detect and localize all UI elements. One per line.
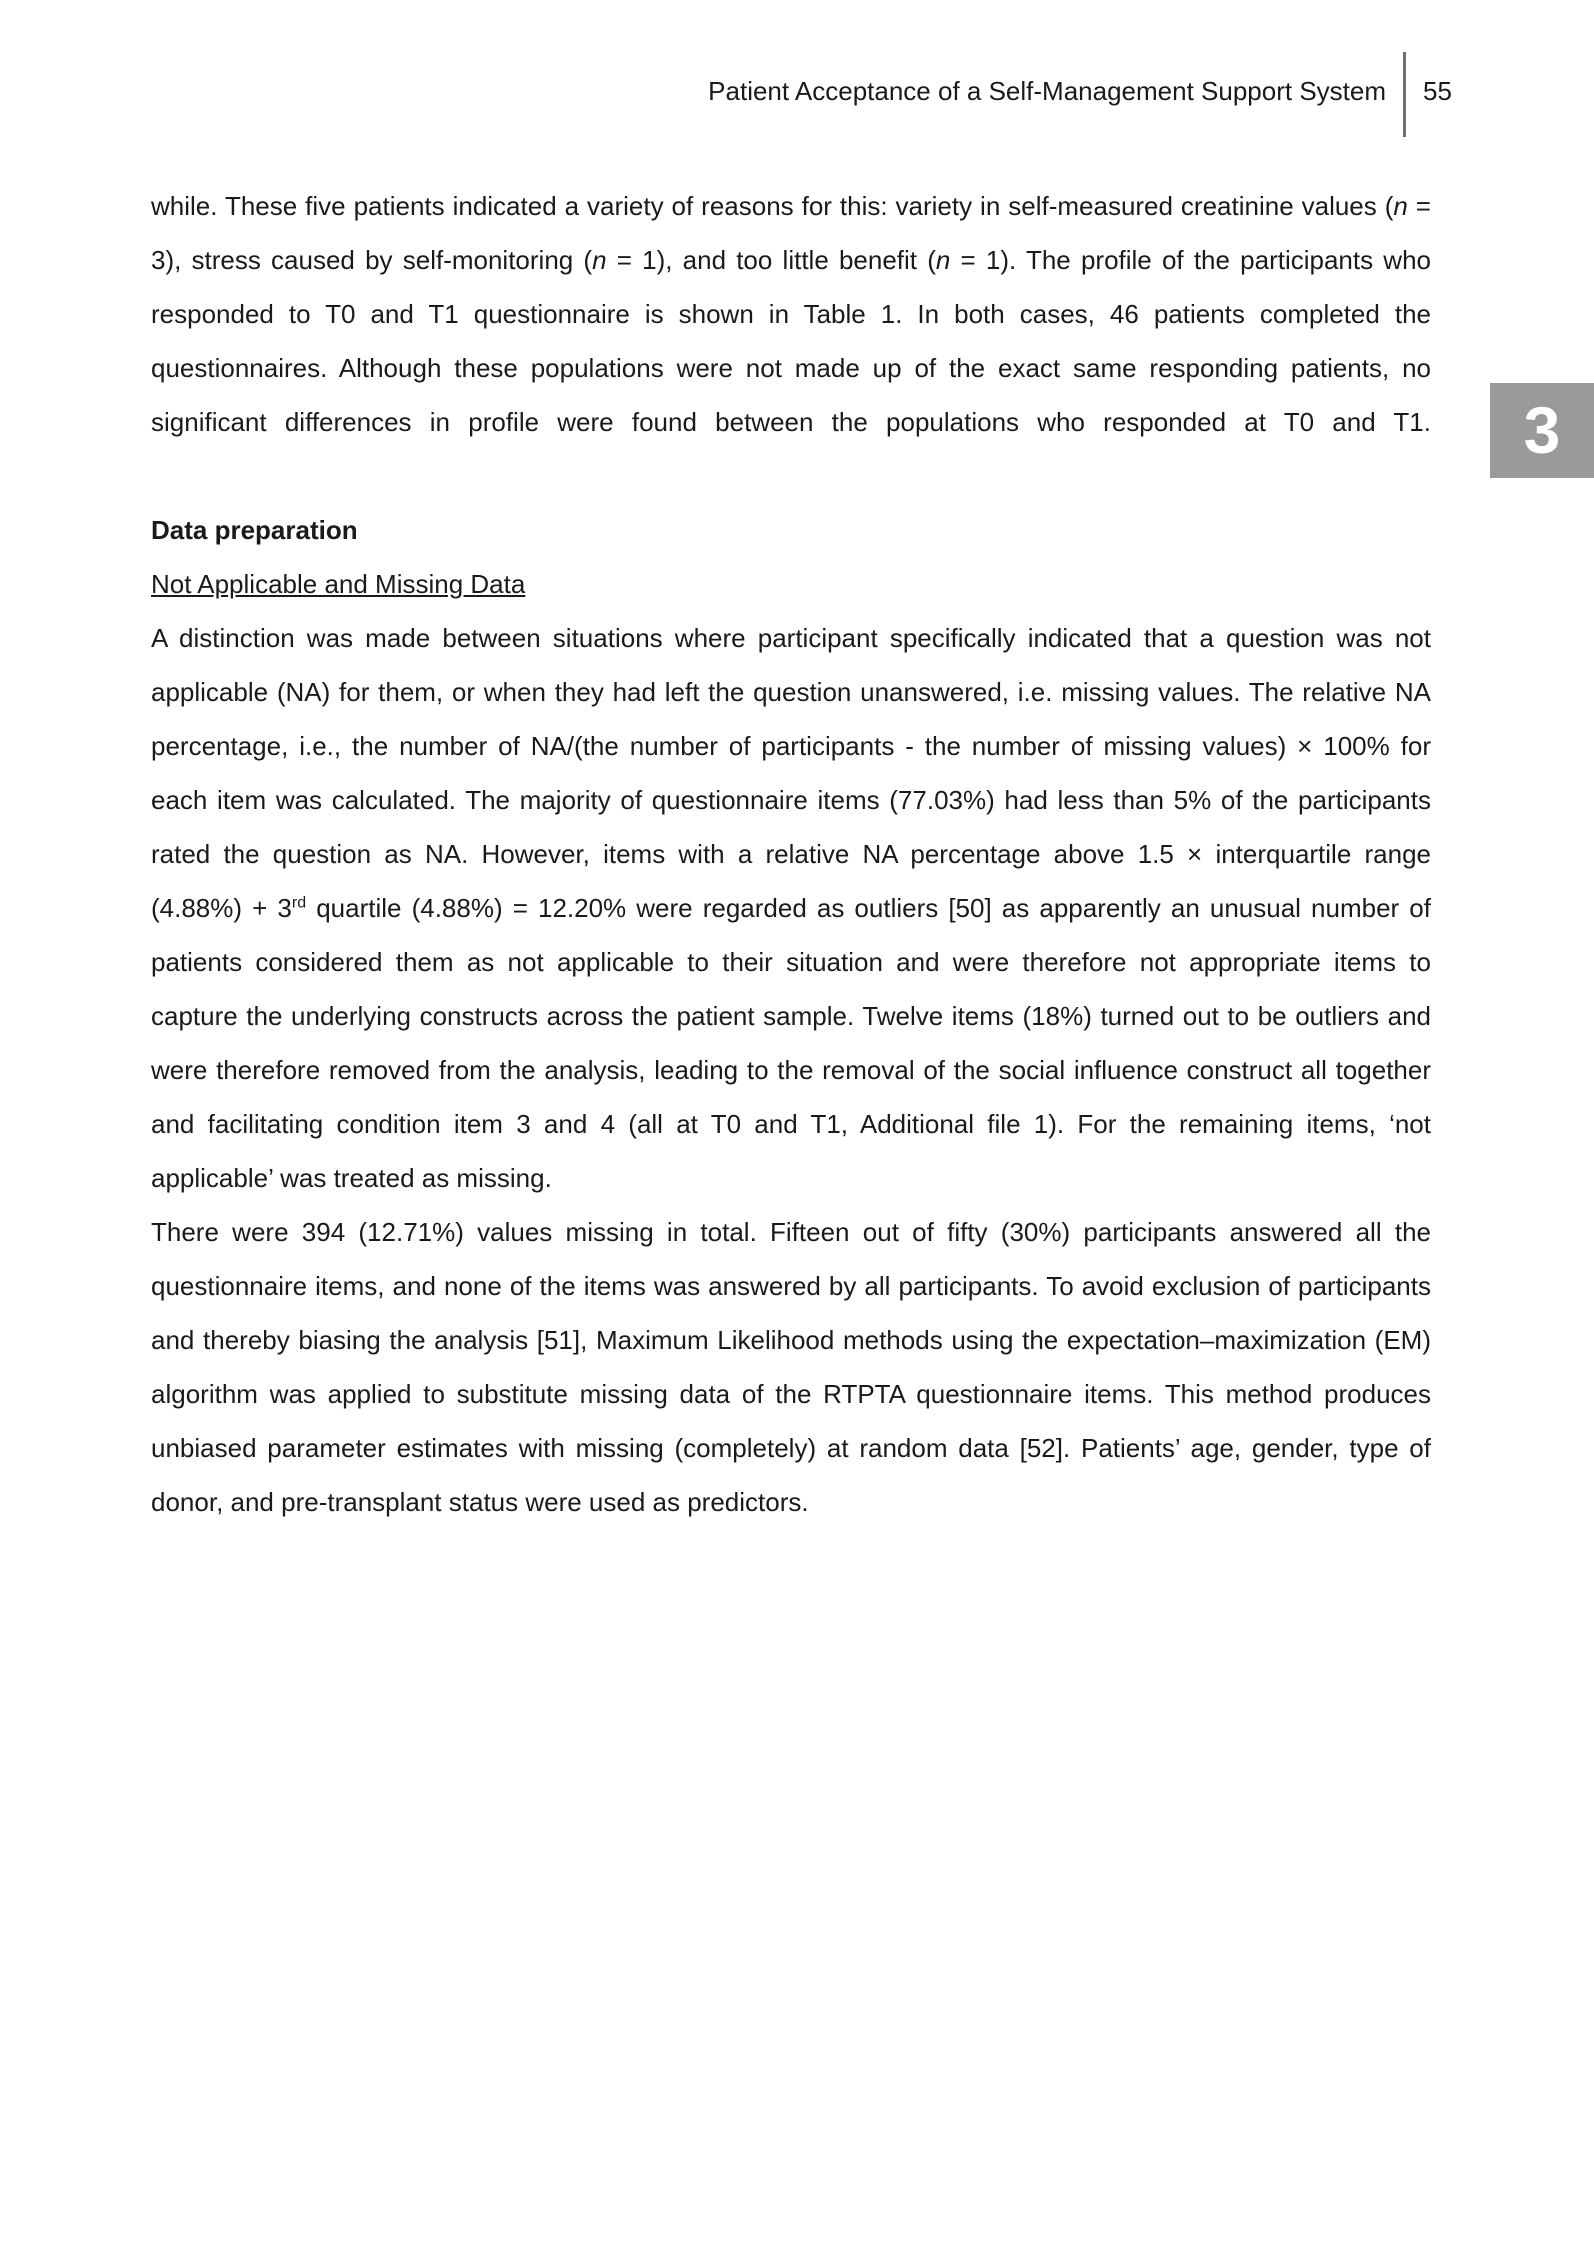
paragraph-participants <box>151 179 1431 449</box>
paragraph-text: quartile (4.88%) = 12.20% were regarded as outliers [50] as apparently an unusual number of patients considered them as not applicable to their situation and were therefore not appropriate items to capture the underlying constructs across the patient sample. Twelve items (18%) turned out to be outliers and were therefore removed from the analysis, leading to the removal of the social influence construct all together and facilitating condition item 3 and 4 (all at T0 and T1, Additional file 1). For the remaining items, ‘not applicable’ was treated as missing. <box>151 893 1431 1193</box>
section-spacer <box>151 449 1431 503</box>
section-heading: Data preparation <box>151 515 358 545</box>
n-symbol: n <box>1393 191 1408 221</box>
n-symbol: n <box>592 245 607 275</box>
paragraph-text: A distinction was made between situations where participant specifically indicated that a question was not applicable (NA) for them, or when they had left the question unanswered, i.e. missing values. The relative NA percentage, i.e., the number of NA/(the number of participants - the number of missing values) × 100% for each item was calculated. The majority of questionnaire items (77.03%) had less than 5% of the participants rated the question as NA. However, items with a relative NA percentage above 1.5 × interquartile range (4.88%) + 3 <box>151 623 1431 923</box>
chapter-tab: 3 <box>1490 383 1594 478</box>
page-number: 55 <box>1423 76 1452 106</box>
running-header <box>0 0 1594 140</box>
paragraph-text: = 3), stress caused by self-monitoring ( <box>151 191 1431 275</box>
header-divider <box>1403 52 1406 137</box>
ordinal-superscript: rd <box>291 894 307 912</box>
paragraph-text: while. These five patients indicated a variety of reasons for this: variety in self-measured creatinine values ( <box>151 191 1394 221</box>
n-symbol: n <box>935 245 951 275</box>
running-title: Patient Acceptance of a Self-Management Support System <box>708 76 1386 106</box>
subsection-heading: Not Applicable and Missing Data <box>151 569 526 599</box>
body-text <box>151 179 1431 1529</box>
paragraph-text: = 1). The profile of the participants who responded to T0 and T1 questionnaire is shown in Table 1. In both cases, 46 patients completed the questionnaires. Although these populations were not made up of the exact same responding patients, no significant differences in profile were found between the populations who responded at T0 and T1. <box>151 245 1431 437</box>
paragraph-not-applicable <box>151 611 1431 1205</box>
paragraph-text: = 1), and too little benefit ( <box>606 245 936 275</box>
paragraph-missing-data: There were 394 (12.71%) values missing in total. Fifteen out of fifty (30%) participants answered all the questionnaire items, and none of the items was answered by all participants. To avoid exclusion of participants and thereby biasing the analysis [51], Maximum Likelihood methods using the expectation–maximization (EM) algorithm was applied to substitute missing data of the RTPTA questionnaire items. This method produces unbiased parameter estimates with missing (completely) at random data [52]. Patients’ age, gender, type of donor, and pre-transplant status were used as predictors. <box>151 1217 1431 1517</box>
